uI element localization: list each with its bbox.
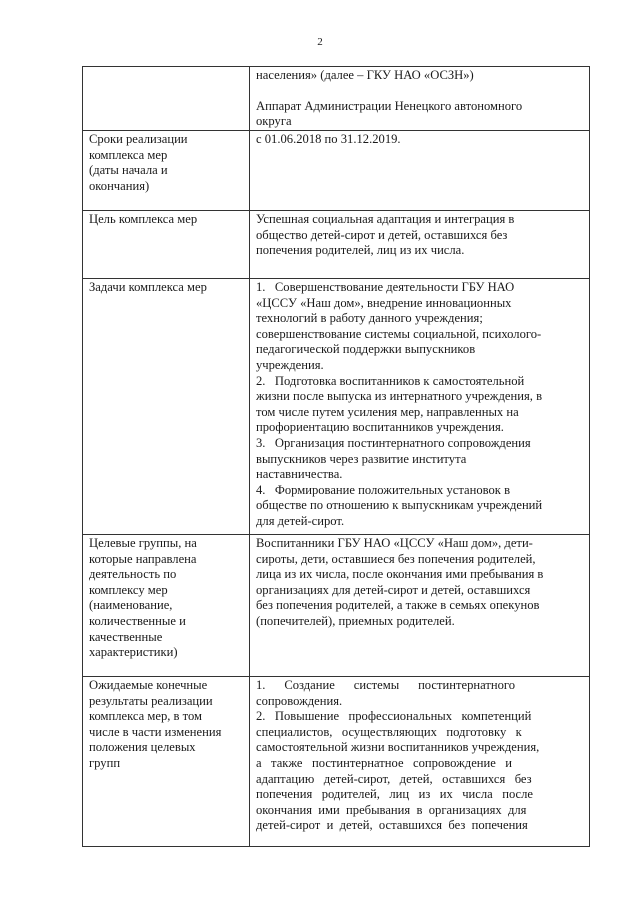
- content-line: окончания ими пребывания в организациях для: [256, 802, 527, 817]
- content-line: попечения родителей, лиц из их числа после: [256, 787, 534, 802]
- content-line: попечения родителей, лиц из их числа.: [256, 243, 465, 258]
- row-label-cell: [83, 211, 250, 279]
- row-label-cell: [83, 131, 250, 211]
- content-line: специалистов, осуществляющих подготовку к: [256, 724, 522, 739]
- content-line: (попечителей), приемных родителей.: [256, 613, 455, 628]
- page-number: 2: [317, 36, 323, 48]
- label-line: качественные: [89, 629, 163, 644]
- label-line: комплекса мер, в том: [89, 709, 203, 724]
- content-line: 4. Формирование положительных установок в: [256, 482, 511, 497]
- content-line: организациях для детей-сирот и детей, оставшихся: [256, 582, 531, 597]
- measures-table: [82, 66, 590, 847]
- label-line: комплекса мер: [89, 147, 168, 162]
- label-line: числе в части изменения: [89, 724, 222, 739]
- label-line: результаты реализации: [89, 693, 213, 708]
- content-line: а также постинтернатное сопровождение и: [256, 755, 513, 770]
- label-line: Целевые группы, на: [89, 536, 197, 550]
- row-label-cell: [83, 67, 250, 131]
- content-line: выпускников через развитие института: [256, 451, 467, 466]
- label-line: окончания): [89, 178, 150, 193]
- content-line: Аппарат Администрации Ненецкого автономного: [256, 98, 523, 113]
- table-row: [83, 131, 590, 211]
- table-row: [83, 535, 590, 677]
- row-label-cell: [83, 279, 250, 535]
- table-row: [83, 67, 590, 131]
- content-line: без попечения родителей, а также в семьях опекунов: [256, 598, 540, 613]
- content-line: сопровождения.: [256, 693, 343, 708]
- row-content-cell: [250, 211, 590, 279]
- content-line: педагогической поддержки выпускников: [256, 342, 476, 357]
- content-line: наставничества.: [256, 467, 343, 482]
- content-line: сироты, дети, оставшиеся без попечения родителей,: [256, 551, 536, 566]
- row-content-cell: [250, 677, 590, 847]
- content-line: общество детей-сирот и детей, оставшихся без: [256, 227, 508, 242]
- content-line: профориентацию воспитанников учреждения.: [256, 420, 504, 435]
- label-line: которые направлена: [89, 551, 197, 566]
- content-line: населения» (далее – ГКУ НАО «ОСЗН»): [256, 68, 474, 82]
- table-row: [83, 677, 590, 847]
- row-content-cell: [250, 535, 590, 677]
- label-line: положения целевых: [89, 740, 196, 755]
- content-line: Воспитанники ГБУ НАО «ЦССУ «Наш дом», дети-: [256, 536, 533, 550]
- label-line: Задачи комплекса мер: [89, 280, 207, 294]
- content-line: технологий в работу данного учреждения;: [256, 311, 483, 326]
- content-line: 1. Создание системы постинтернатного: [256, 678, 516, 692]
- row-label-cell: [83, 535, 250, 677]
- content-line: совершенствование системы социальной, психолого-: [256, 326, 542, 341]
- table-row: [83, 279, 590, 535]
- label-line: комплексу мер: [89, 582, 168, 597]
- label-line: (даты начала и: [89, 163, 168, 178]
- label-line: Ожидаемые конечные: [89, 678, 208, 692]
- content-line: 2. Повышение профессиональных компетенций: [256, 709, 532, 724]
- row-label-cell: [83, 677, 250, 847]
- content-line: обществе по отношению к выпускникам учреждений: [256, 498, 543, 513]
- label-line: характеристики): [89, 645, 178, 660]
- label-line: Цель комплекса мер: [89, 212, 198, 226]
- content-line: том числе путем усиления мер, направленных на: [256, 404, 519, 419]
- row-content-cell: [250, 67, 590, 131]
- content-line: детей-сирот и детей, оставшихся без попечения: [256, 818, 528, 833]
- label-line: (наименование,: [89, 598, 173, 613]
- content-line: 3. Организация постинтернатного сопровождения: [256, 435, 531, 450]
- content-line: учреждения.: [256, 357, 324, 372]
- content-line: лица из их числа, после окончания ими пребывания в: [256, 567, 544, 582]
- content-line: 2. Подготовка воспитанников к самостоятельной: [256, 373, 525, 388]
- label-line: деятельность по: [89, 567, 177, 582]
- content-line: «ЦССУ «Наш дом», внедрение инновационных: [256, 295, 512, 310]
- content-line: адаптацию детей-сирот, детей, оставшихся без: [256, 771, 532, 786]
- row-content-cell: [250, 279, 590, 535]
- content-line: с 01.06.2018 по 31.12.2019.: [256, 132, 401, 146]
- label-line: Сроки реализации: [89, 132, 188, 146]
- label-line: количественные и: [89, 613, 186, 628]
- content-line: для детей-сирот.: [256, 513, 345, 528]
- content-line: Успешная социальная адаптация и интеграция в: [256, 212, 515, 226]
- content-line: 1. Совершенствование деятельности ГБУ НАО: [256, 280, 515, 294]
- row-content-cell: [250, 131, 590, 211]
- label-line: групп: [89, 755, 121, 770]
- table-row: [83, 211, 590, 279]
- content-line: округа: [256, 114, 292, 129]
- content-line: самостоятельной жизни воспитанников учреждения,: [256, 740, 540, 755]
- content-line: жизни после выпуска из интернатного учреждения, в: [256, 389, 543, 404]
